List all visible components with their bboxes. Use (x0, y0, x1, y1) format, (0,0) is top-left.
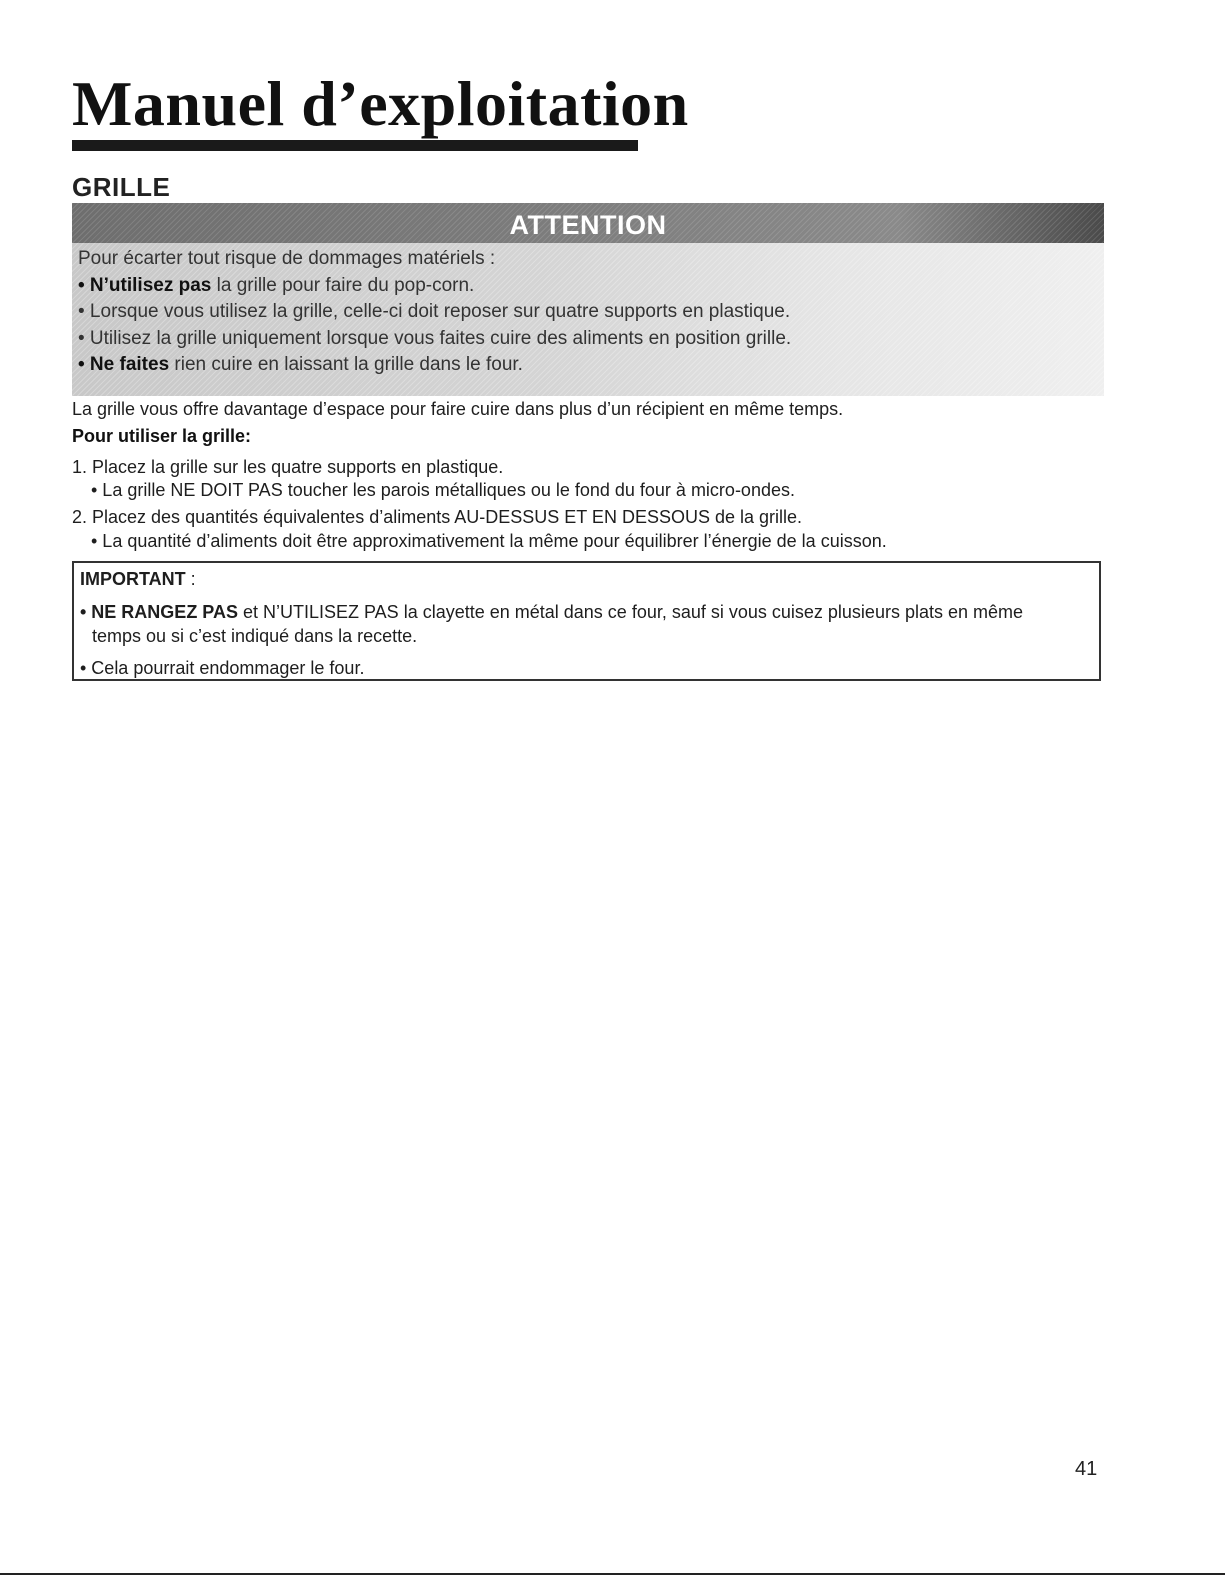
attention-item-text: rien cuire en laissant la grille dans le four. (169, 354, 523, 375)
attention-item-bold: • N’utilisez pas (78, 274, 212, 296)
attention-box (72, 203, 1104, 396)
important-label-suffix: : (185, 569, 196, 589)
important-label: IMPORTANT (80, 569, 186, 589)
intro-paragraph: La grille vous offre davantage d’espace pour faire cuire dans plus d’un récipient en même temps. (72, 399, 844, 419)
attention-item (78, 352, 791, 379)
attention-list (78, 246, 791, 379)
page-number: 41 (1075, 1458, 1098, 1480)
attention-item (78, 326, 791, 353)
step-2-note: • La quantité d’aliments doit être approximativement la même pour équilibrer l’énergie de la cuisson. (91, 531, 887, 551)
attention-header (72, 203, 1104, 243)
bottom-border (0, 1573, 1225, 1575)
attention-label: ATTENTION (509, 210, 667, 240)
important-heading (80, 567, 196, 591)
attention-item-text: • Lorsque vous utilisez la grille, celle-ci doit reposer sur quatre supports en plastique. (78, 301, 791, 322)
step-1-note: • La grille NE DOIT PAS toucher les parois métalliques ou le fond du four à micro-ondes. (91, 480, 795, 500)
important-item-2: • Cela pourrait endommager le four. (80, 658, 365, 678)
page-title: Manuel d’exploitation (72, 68, 689, 139)
attention-item (78, 299, 791, 326)
important-box (72, 561, 1101, 681)
attention-intro: Pour écarter tout risque de dommages matériels : (78, 248, 496, 269)
step-1: 1. Placez la grille sur les quatre supports en plastique. (72, 457, 504, 477)
important-item-1-text: et N’UTILISEZ PAS la clayette en métal dans ce four, sauf si vous cuisez plusieurs plats en même (237, 602, 1024, 622)
important-item-1-continued: temps ou si c’est indiqué dans la recette. (92, 626, 418, 646)
important-item-1 (80, 600, 1023, 624)
attention-item-bold: • Ne faites (78, 354, 170, 375)
attention-item-text: la grille pour faire du pop-corn. (211, 274, 475, 296)
title-underline (72, 140, 638, 151)
step-2: 2. Placez des quantités équivalentes d’aliments AU-DESSUS ET EN DESSOUS de la grille. (72, 507, 803, 527)
important-item-1-bold: • NE RANGEZ PAS (80, 602, 238, 622)
attention-item (78, 273, 791, 300)
how-to-heading: Pour utiliser la grille: (72, 426, 252, 446)
section-heading: GRILLE (72, 172, 171, 202)
attention-item-text: • Utilisez la grille uniquement lorsque vous faites cuire des aliments en position grille. (78, 327, 792, 349)
